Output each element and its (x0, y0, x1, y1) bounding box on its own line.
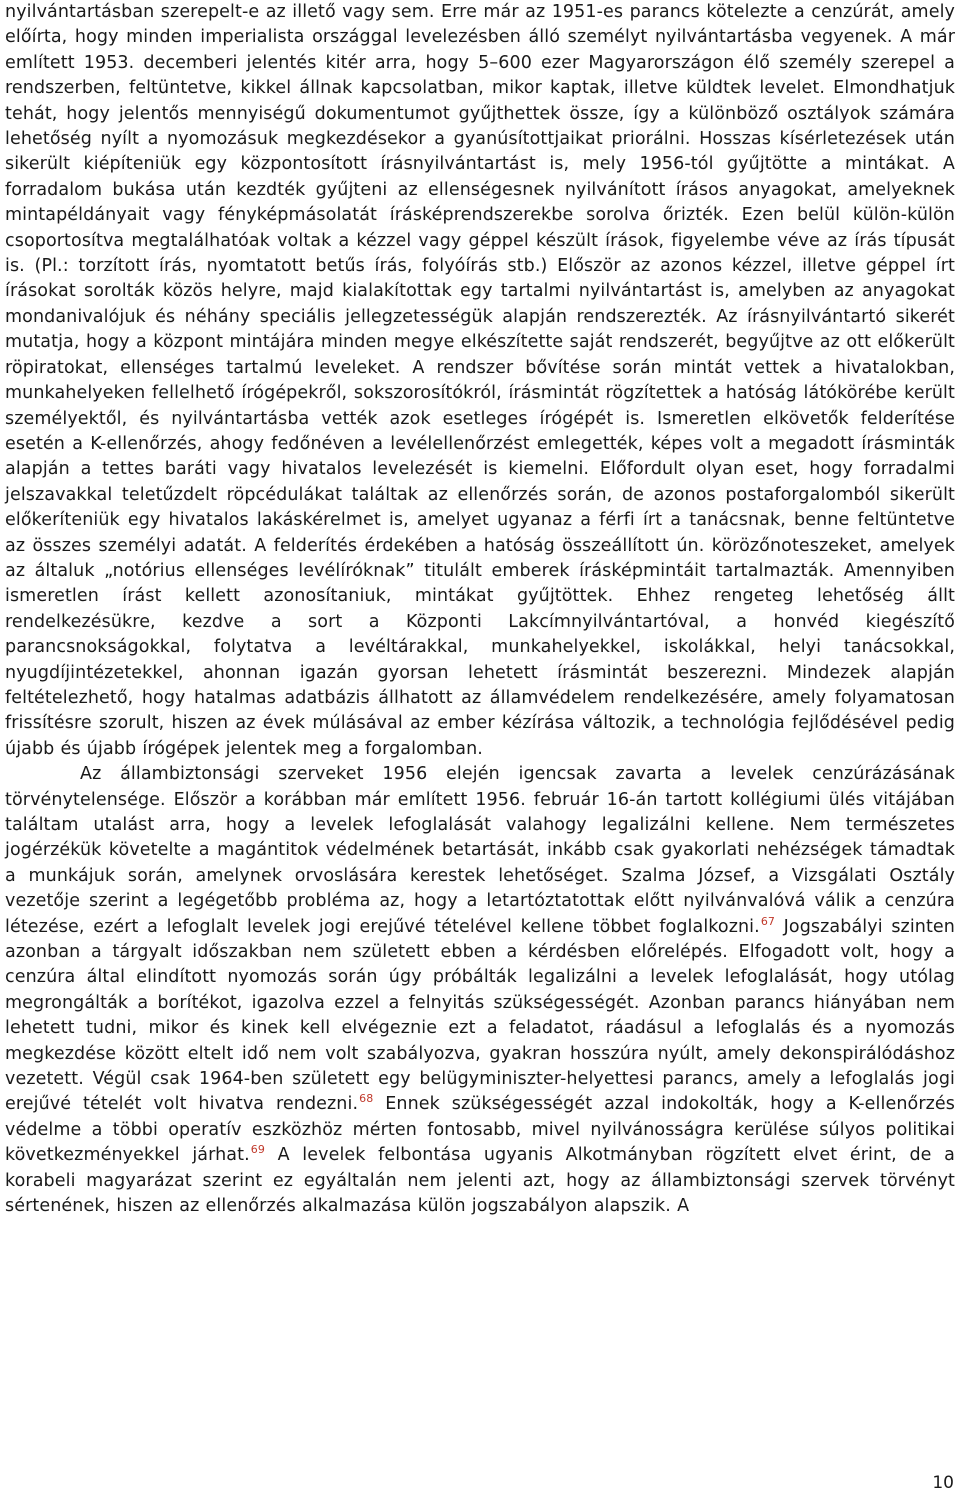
body-paragraph-2 (5, 762, 955, 1219)
page-number: 10 (932, 1473, 954, 1493)
footnote-ref-68[interactable]: 68 (359, 1092, 374, 1106)
paragraph-2-text-part-1: Az állambiztonsági szerveket 1956 elején igencsak zavarta a levelek cenzúrázásának törvénytelensége. Először a korábban már említett 1956. február 16-án tartott kollégiumi ülés vitájában találtam utalást arra, hogy a levelek lefoglalását valahogy legalizálni kellene. Nem természetes jogérzékük követelte a magántitok védelmének betartását, inkább csak gyakorlati nehézségek támadtak a munkájuk során, amelynek orvoslására kerestek lehetőséget. Szalma József, a Vizsgálati Osztály vezetője szerint a legégetőbb probléma az, hogy a letartóztatottak előtt nyilvánvalóvá válik a cenzúra létezése, ezért a lefoglalt levelek jogi erejűvé tételével kellene többet foglalkozni. (5, 764, 955, 937)
footnote-ref-69[interactable]: 69 (250, 1143, 265, 1157)
footnote-ref-67[interactable]: 67 (760, 914, 776, 928)
body-paragraph-1: nyilvántartásban szerepelt-e az illető vagy sem. Erre már az 1951-es parancs kötelezte a cenzúrát, amely előírta, hogy minden imperialista országgal levelezésben álló személyt nyilvántartásba vegyenek. A már említett 1953. decemberi jelentés kitér arra, hogy 5–600 ezer Magyarországon élő személy szerepel a rendszerben, feltüntetve, kikkel állnak kapcsolatban, mikor kaptak, illetve küldtek levelet. Elmondhatjuk tehát, hogy jelentős mennyiségű dokumentumot gyűjthettek össze, így a különböző osztályok számára lehetőség nyílt a nyomozásuk megkezdésekor a gyanúsítottjaikat priorálni. Hosszas kísérletezések után sikerült kiépíteniük egy központosított írásnyilvántartást is, mely 1956-tól gyűjtötte a mintákat. A forradalom bukása után kezdték gyűjteni az ellenségesnek nyilvánított írásos anyagokat, amelyeknek mintapéldányait vagy fényképmásolatát írásképrendszerekbe sorolva őrizték. Ezen belül külön-külön csoportosítva megtalálhatóak voltak a kézzel vagy géppel készült írások, figyelembe véve az írás típusát is. (Pl.: torzított írás, nyomtatott betűs írás, folyóírás stb.) Először az azonos kézzel, illetve géppel írt írásokat sorolták közös helyre, majd kialakítottak egy tartalmi nyilvántartást is, amelyben az anyagokat mondanivalójuk és néhány speciális jellegzetességük alapján rendszerezték. Az írásnyilvántartó sikerét mutatja, hogy a központ mintájára minden megye elkészítette saját rendszerét, begyűjtve az ott előkerült röpiratokat, ellenséges tartalmú leveleket. A rendszer bővítése során mintát vettek a hivatalokban, munkahelyeken fellelhető írógépekről, sokszorosítókról, írásmintát rögzítettek a hatóság látókörébe került személyektől, és nyilvántartásba vették azok esetleges írógépét is. Ismeretlen elkövetők felderítése esetén a K-ellenőrzés, ahogy fedőnéven a levélellenőrzést emlegették, képes volt a megadott írásminták alapján a tettes baráti vagy hivatalos levelezését is kiemelni. Előfordult olyan eset, hogy forradalmi jelszavakkal teletűzdelt röpcédulákat találtak az ellenőrzés során, de azonos postaforgalomból sikerült előkeríteniük egy hivatalos lakáskérelmet is, amelyet ugyanaz a férfi írt a tanácsnak, benne feltüntetve az összes személyi adatát. A felderítés érdekében a hatóság összeállított ún. körözőnoteszeket, amelyek az általuk „notórius ellenséges levélíróknak” titulált emberek írásképmintáit tartalmazták. Amennyiben ismeretlen írást kellett azonosítaniuk, mintákat gyűjtöttek. Ehhez rengeteg lehetőség állt rendelkezésükre, kezdve a sort a Központi Lakcímnyilvántartóval, a honvéd kiegészítő parancsnokságokkal, folytatva a levéltárakkal, munkahelyekkel, iskolákkal, helyi tanácsokkal, nyugdíjintézetekkel, ahonnan igazán gyorsan lehetett írásmintát beszerezni. Mindezek alapján feltételezhető, hogy hatalmas adatbázis állhatott az államvédelem rendelkezésére, amely folyamatosan frissítésre szorult, hiszen az évek múlásával az ember kézírása változik, a technológia fejlődésével pedig újabb és újabb írógépek jelentek meg a forgalomban. (5, 2, 955, 759)
paragraph-2-text-part-4: A levelek felbontása ugyanis Alkotmányban rögzített elvet érint, de a korabeli magyarázat szerint ez egyáltalán nem jelenti azt, hogy az állambiztonsági szervek törvényt sértenének, hiszen az ellenőrzés alkalmazása külön jogszabályon alapszik. A (5, 1145, 955, 1217)
document-page (5, 0, 955, 1220)
paragraph-2-text-part-2: Jogszabályi szinten azonban a tárgyalt időszakban nem született ebben a kérdésben előrelépés. Elfogadott volt, hogy a cenzúra által elindított nyomozás során úgy próbálták legalizálni a levelek lefoglalását, hogy utólag megrongálták a borítékot, igazolva ezzel a felnyitás szükségességét. Azonban parancs hiányában nem lehetett tudni, mikor és kinek kell elvégeznie ezt a feladatot, ráadásul a lefoglalás és a nyomozás megkezdése között eltelt idő nem volt szabályozva, gyakran hosszúra nyúlt, amely dekonspirálódáshoz vezetett. Végül csak 1964-ben született egy belügyminiszter-helyettesi parancs, amely a lefoglalás jogi erejűvé tételét volt hivatva rendezni. (5, 916, 955, 1115)
paragraph-2-text-part-3: Ennek szükségességét azzal indokolták, hogy a K-ellenőrzés védelme a többi operatív eszközhöz mérten fontosabb, mivel nyilvánosságra kerülése súlyos politikai következményekkel járhat. (5, 1094, 956, 1166)
